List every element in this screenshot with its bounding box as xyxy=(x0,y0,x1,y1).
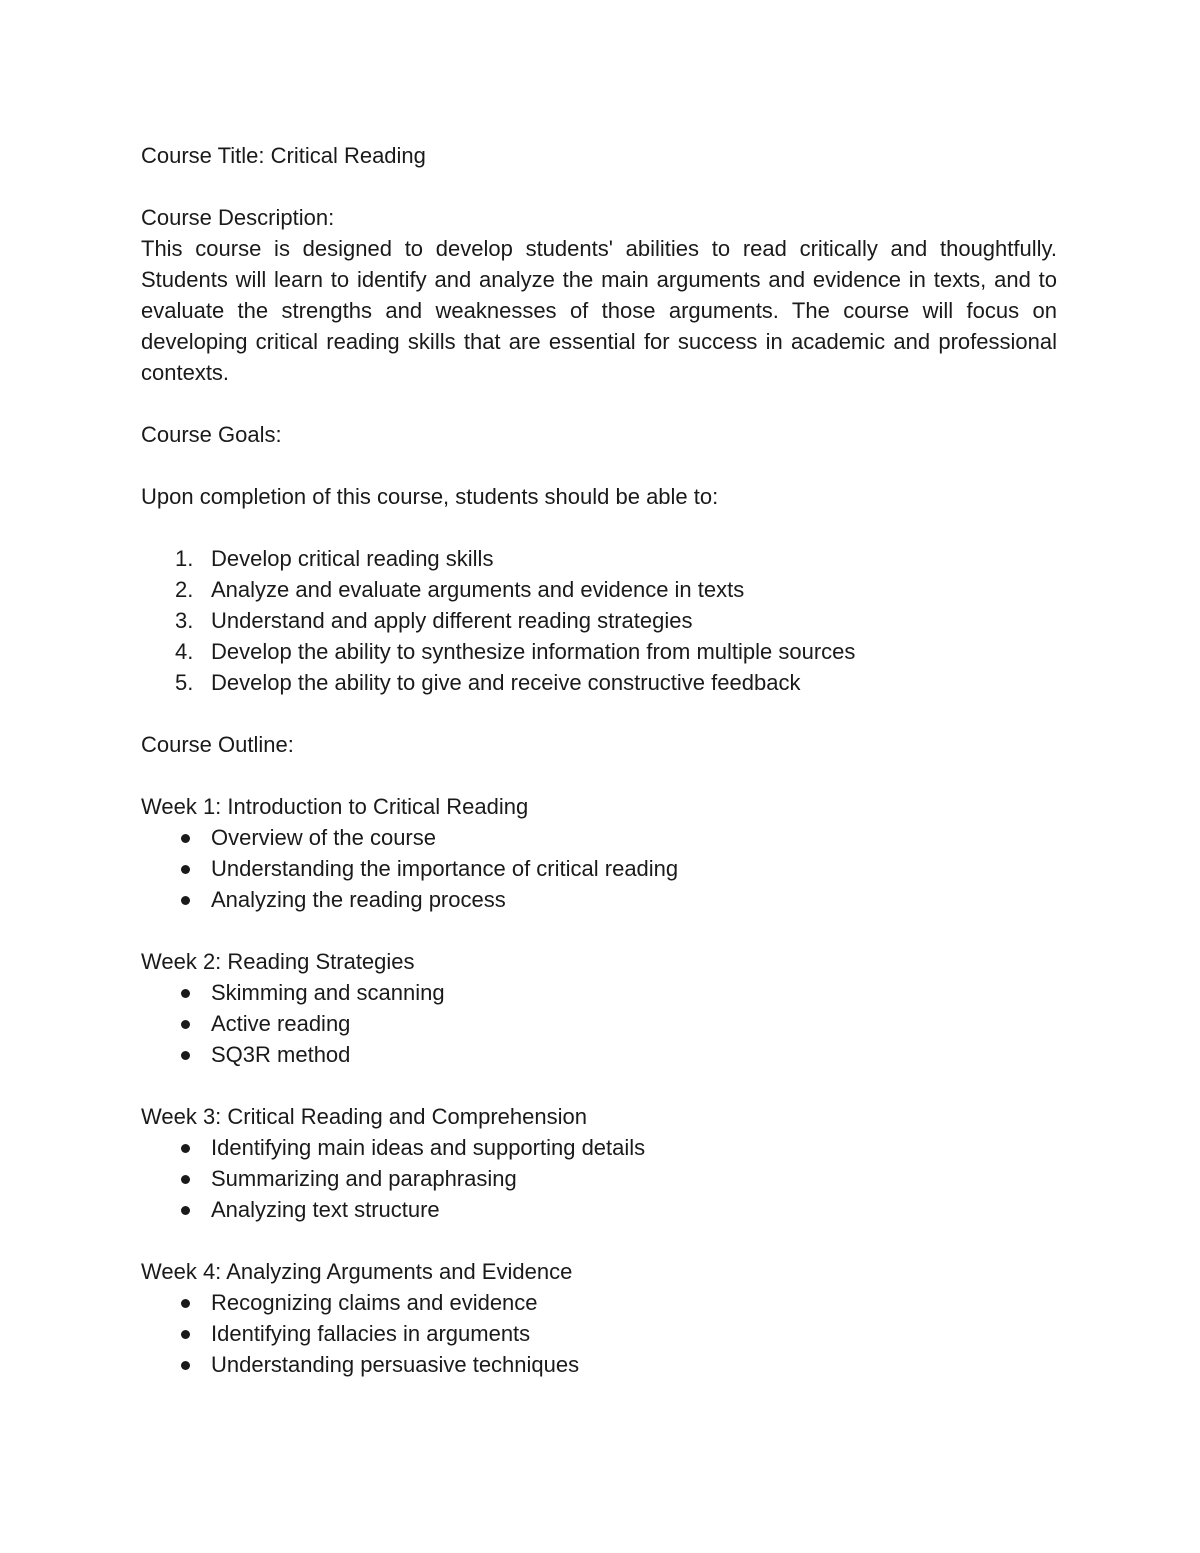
bullet-icon xyxy=(181,1144,190,1153)
week-topics xyxy=(141,1132,1057,1225)
goal-text: Develop the ability to synthesize information from multiple sources xyxy=(211,639,856,664)
topic-text: Understanding the importance of critical reading xyxy=(211,856,679,881)
goals-heading: Course Goals: xyxy=(141,422,282,447)
goal-number: 1. xyxy=(175,546,194,571)
topic-text: Active reading xyxy=(211,1011,351,1036)
week-title: Week 4: Analyzing Arguments and Evidence xyxy=(141,1259,573,1284)
bullet-icon xyxy=(181,1206,190,1215)
week-topics xyxy=(141,1287,1057,1380)
topic-text: Understanding persuasive techniques xyxy=(211,1352,580,1377)
goal-text: Analyze and evaluate arguments and evidence in texts xyxy=(211,577,745,602)
bullet-icon xyxy=(181,1020,190,1029)
goal-text: Develop the ability to give and receive constructive feedback xyxy=(211,670,801,695)
topic-item xyxy=(141,1163,1057,1194)
topic-item xyxy=(141,884,1057,915)
bullet-icon xyxy=(181,1051,190,1060)
topic-item xyxy=(141,1039,1057,1070)
topic-text: SQ3R method xyxy=(211,1042,351,1067)
goal-number: 5. xyxy=(175,670,194,695)
goals-intro: Upon completion of this course, students should be able to: xyxy=(141,484,719,509)
topic-item xyxy=(141,822,1057,853)
topic-item xyxy=(141,1287,1057,1318)
outline-heading: Course Outline: xyxy=(141,732,294,757)
week-title: Week 3: Critical Reading and Comprehension xyxy=(141,1104,587,1129)
bullet-icon xyxy=(181,1175,190,1184)
goal-item xyxy=(141,543,1057,574)
bullet-icon xyxy=(181,834,190,843)
topic-text: Identifying main ideas and supporting details xyxy=(211,1135,646,1160)
bullet-icon xyxy=(181,1330,190,1339)
topic-text: Analyzing the reading process xyxy=(211,887,506,912)
week-title: Week 1: Introduction to Critical Reading xyxy=(141,794,529,819)
bullet-icon xyxy=(181,1361,190,1370)
topic-text: Analyzing text structure xyxy=(211,1197,440,1222)
goal-text: Understand and apply different reading strategies xyxy=(211,608,693,633)
week-topics xyxy=(141,977,1057,1070)
bullet-icon xyxy=(181,896,190,905)
topic-item xyxy=(141,1132,1057,1163)
goals-list xyxy=(141,543,1057,698)
topic-text: Recognizing claims and evidence xyxy=(211,1290,538,1315)
goal-item xyxy=(141,667,1057,698)
goal-text: Develop critical reading skills xyxy=(211,546,494,571)
week-title: Week 2: Reading Strategies xyxy=(141,949,415,974)
bullet-icon xyxy=(181,989,190,998)
goal-number: 3. xyxy=(175,608,194,633)
description-heading: Course Description: xyxy=(141,205,335,230)
topic-text: Overview of the course xyxy=(211,825,436,850)
bullet-icon xyxy=(181,865,190,874)
description-text: This course is designed to develop students' abilities to read critically and thoughtfully. Students will learn to identify and analyze the main arguments and evidence in texts, and to evaluate the strengths and weaknesses of those arguments. The course will focus on developing critical reading skills that are essential for success in academic and professional contexts. xyxy=(141,236,1057,385)
goal-number: 2. xyxy=(175,577,194,602)
bullet-icon xyxy=(181,1299,190,1308)
topic-item xyxy=(141,1349,1057,1380)
document-page xyxy=(141,140,1057,1380)
goal-item xyxy=(141,574,1057,605)
topic-item xyxy=(141,1194,1057,1225)
topic-item xyxy=(141,853,1057,884)
topic-text: Skimming and scanning xyxy=(211,980,445,1005)
topic-item xyxy=(141,1008,1057,1039)
topic-text: Identifying fallacies in arguments xyxy=(211,1321,531,1346)
topic-item xyxy=(141,1318,1057,1349)
course-title: Course Title: Critical Reading xyxy=(141,143,426,168)
goal-item xyxy=(141,636,1057,667)
goal-item xyxy=(141,605,1057,636)
topic-item xyxy=(141,977,1057,1008)
goal-number: 4. xyxy=(175,639,194,664)
topic-text: Summarizing and paraphrasing xyxy=(211,1166,517,1191)
week-topics xyxy=(141,822,1057,915)
